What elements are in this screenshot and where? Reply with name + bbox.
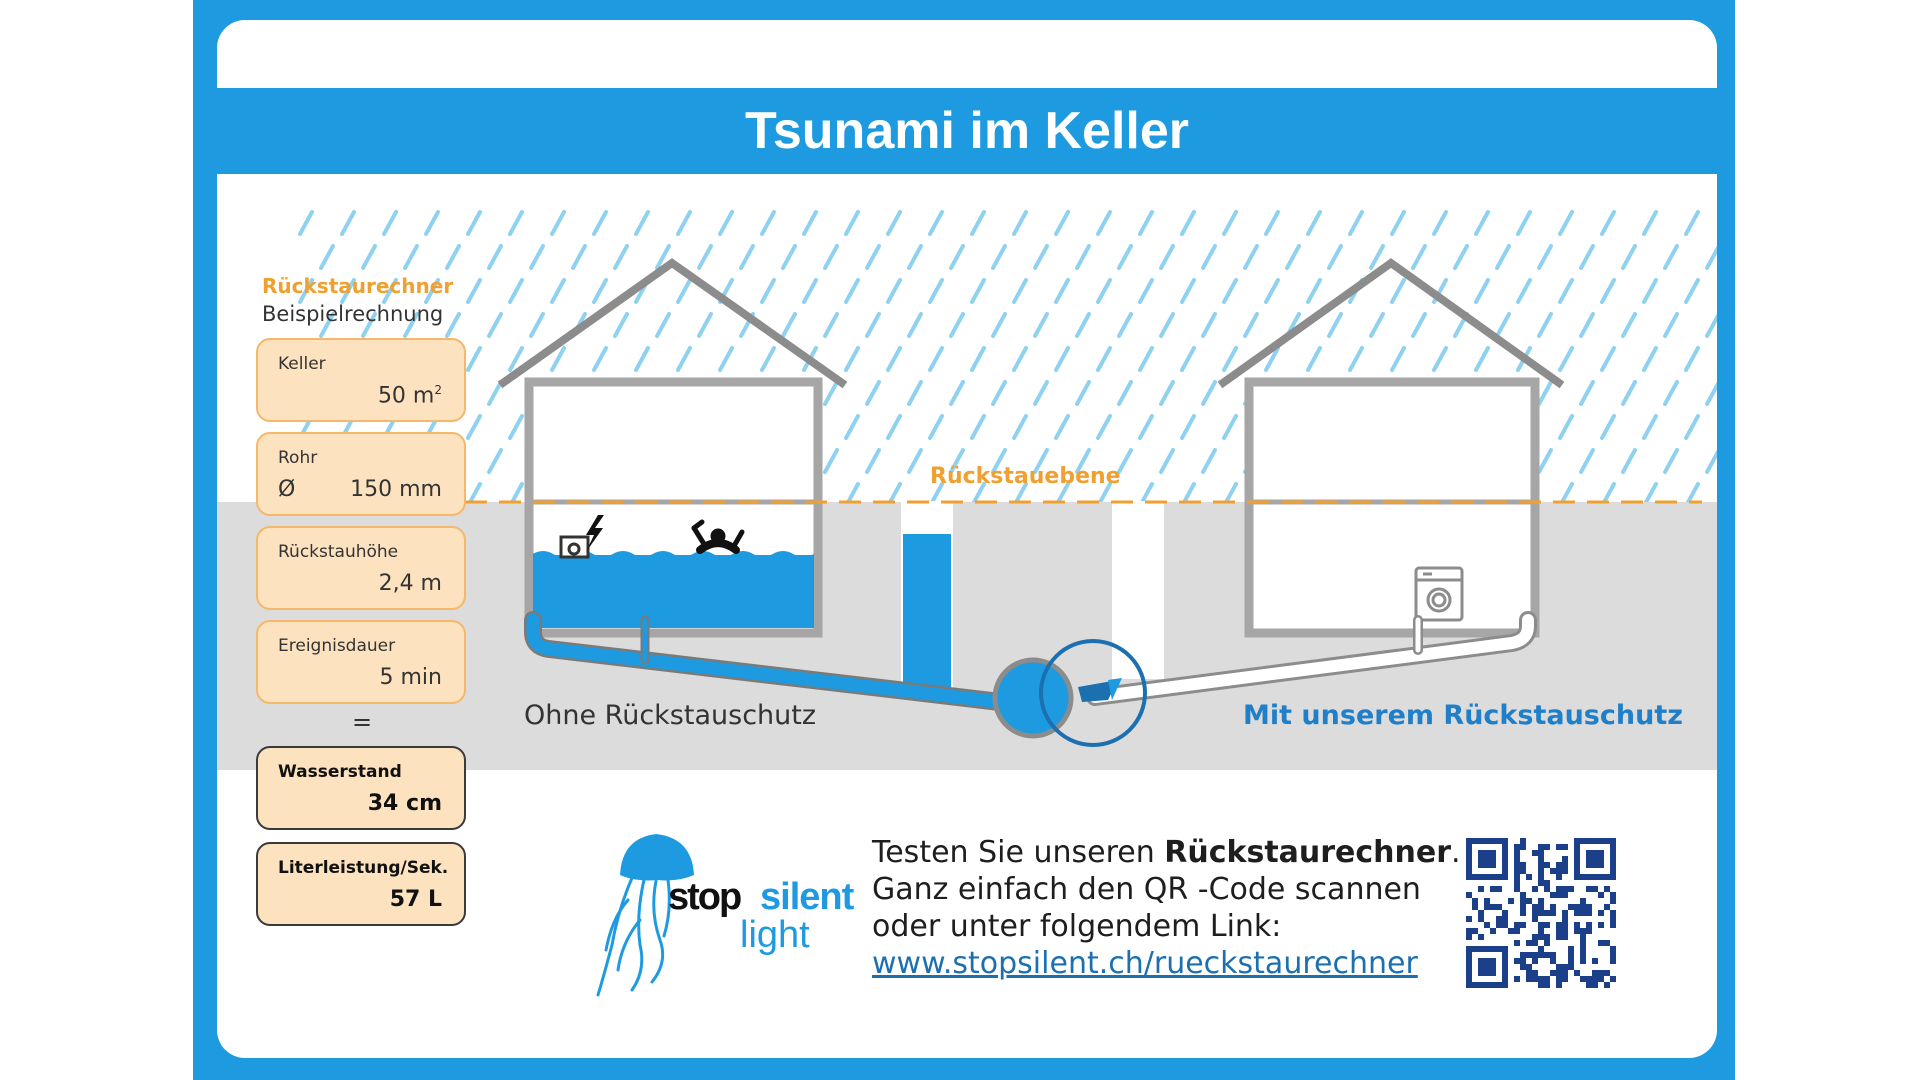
brand-word-stop: stop: [668, 876, 741, 918]
calc-value: 34 cm: [367, 791, 442, 816]
calc-box-basement: [256, 338, 466, 422]
flood-water: [533, 555, 814, 628]
diameter-symbol: Ø: [278, 477, 296, 502]
calc-box-pipe: [256, 432, 466, 516]
calc-box-backflow-height: [256, 526, 466, 610]
calc-result-flow-rate: [256, 842, 466, 926]
cta-line-1: Testen Sie unseren Rückstaurechner.: [872, 835, 1461, 870]
content-panel-top-fill: [217, 174, 1717, 214]
calc-label: Ereignisdauer: [278, 636, 396, 656]
brand-word-light: light: [740, 914, 810, 956]
cta-line-3: oder unter folgendem Link:: [872, 909, 1282, 944]
calc-box-duration: [256, 620, 466, 704]
calc-value: 2,4 m: [378, 571, 442, 596]
cta-line-2: Ganz einfach den QR -Code scannen: [872, 872, 1421, 907]
washing-machine-icon: [1416, 568, 1462, 620]
calc-label: Keller: [278, 354, 326, 374]
washing-machine-icon: [561, 537, 588, 557]
calc-value: 57 L: [389, 887, 442, 912]
cta-text: [872, 834, 1461, 982]
caption-with-protection: Mit unserem Rückstauschutz: [1243, 700, 1683, 731]
calc-result-water-level: [256, 746, 466, 830]
brand-word-silent: silent: [760, 876, 854, 918]
calc-label: Rohr: [278, 448, 318, 468]
calc-value: 150 mm: [350, 477, 442, 502]
calc-value: 5 min: [379, 665, 442, 690]
calc-value: 50 $m^2$: [377, 382, 442, 408]
calc-label: Rückstauhöhe: [278, 542, 399, 562]
calculator-link[interactable]: www.stopsilent.ch/rueckstaurechner: [872, 946, 1418, 981]
calculator-subheading: Beispielrechnung: [262, 302, 444, 326]
equals-sign: =: [352, 708, 373, 736]
qr-code-icon: [1466, 838, 1616, 988]
shaft-water: [903, 534, 951, 699]
calc-label: Literleistung/Sek.: [278, 858, 449, 878]
calc-label: Wasserstand: [278, 762, 402, 782]
calculator-heading: Rückstaurechner: [262, 274, 454, 298]
caption-without-protection: Ohne Rückstauschutz: [524, 700, 817, 731]
open-shaft: [1112, 501, 1164, 679]
backflow-level-label: Rückstauebene: [930, 464, 1121, 489]
sewer-junction: [995, 660, 1071, 736]
page-title: Tsunami im Keller: [744, 102, 1190, 160]
